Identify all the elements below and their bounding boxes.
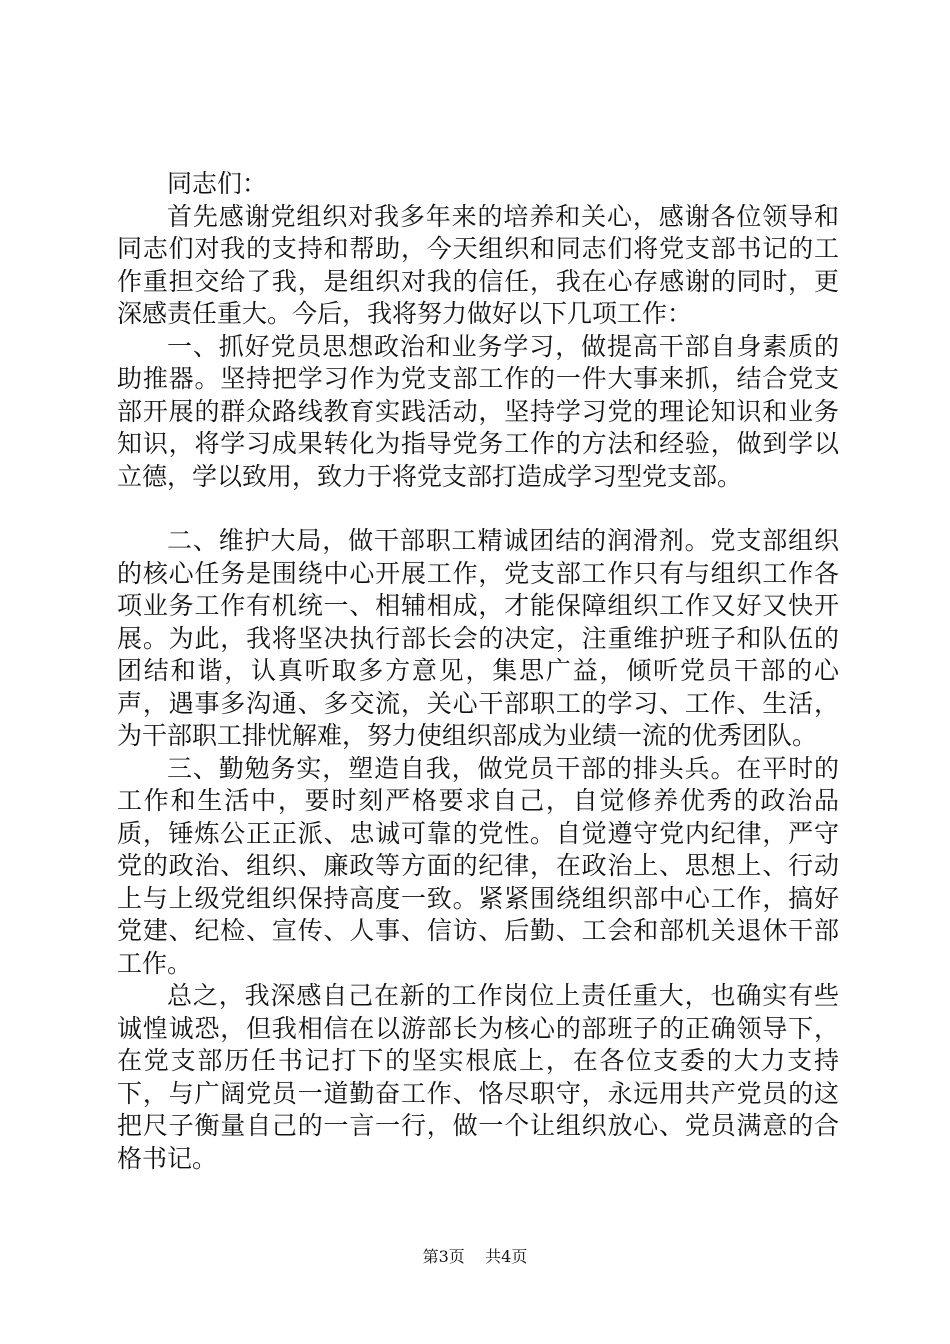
salutation: 同志们： <box>167 169 268 198</box>
paragraph-point-one: 一、抓好党员思想政治和业务学习，做提高干部自身素质的助推器。坚持把学习作为党支部工作的一件大事来抓，结合党支部开展的群众路线教育实践活动，坚持学习党的理论知识和业务知识，将学习成果转化为指导党务工作的方法和经验，做到学以立德，学以致用，致力于将党支部打造成学习型党支部。 <box>117 331 839 491</box>
page-number: 第3页 <box>422 1247 465 1266</box>
page-total: 共4页 <box>485 1247 528 1266</box>
paragraph-conclusion: 总之，我深感自己在新的工作岗位上责任重大，也确实有些诚惶诚恐，但我相信在以游部长为核心的部班子的正确领导下，在党支部历任书记打下的坚实根底上，在各位支委的大力支持下，与广阔党员一道勤奋工作、恪尽职守，永远用共产党员的这把尺子衡量自己的一言一行，做一个让组织放心、党员满意的合格书记。 <box>117 981 839 1173</box>
page-footer <box>0 1244 950 1267</box>
document-body <box>117 168 839 1175</box>
paragraph-point-three: 三、勤勉务实，塑造自我，做党员干部的排头兵。在平时的工作和生活中，要时刻严格要求自己，自觉修养优秀的政治品质，锤炼公正正派、忠诚可靠的党性。自觉遵守党内纪律，严守党的政治、组织、廉政等方面的纪律，在政治上、思想上、行动上与上级党组织保持高度一致。紧紧围绕组织部中心工作，搞好党建、纪检、宣传、人事、信访、后勤、工会和部机关退休干部工作。 <box>117 753 839 978</box>
paragraph-point-two: 二、维护大局，做干部职工精诚团结的润滑剂。党支部组织的核心任务是围绕中心开展工作，党支部工作只有与组织工作各项业务工作有机统一、相辅相成，才能保障组织工作又好又快开展。为此，我将坚决执行部长会的决定，注重维护班子和队伍的团结和谐，认真听取多方意见，集思广益，倾听党员干部的心声，遇事多沟通、多交流，关心干部职工的学习、工作、生活，为干部职工排忧解难，努力使组织部成为业绩一流的优秀团队。 <box>117 526 839 750</box>
footer-spacer <box>470 1247 480 1266</box>
paragraph-intro: 首先感谢党组织对我多年来的培养和关心，感谢各位领导和同志们对我的支持和帮助，今天组织和同志们将党支部书记的工作重担交给了我，是组织对我的信任，我在心存感谢的同时，更深感责任重大。今后，我将努力做好以下几项工作： <box>117 201 839 328</box>
